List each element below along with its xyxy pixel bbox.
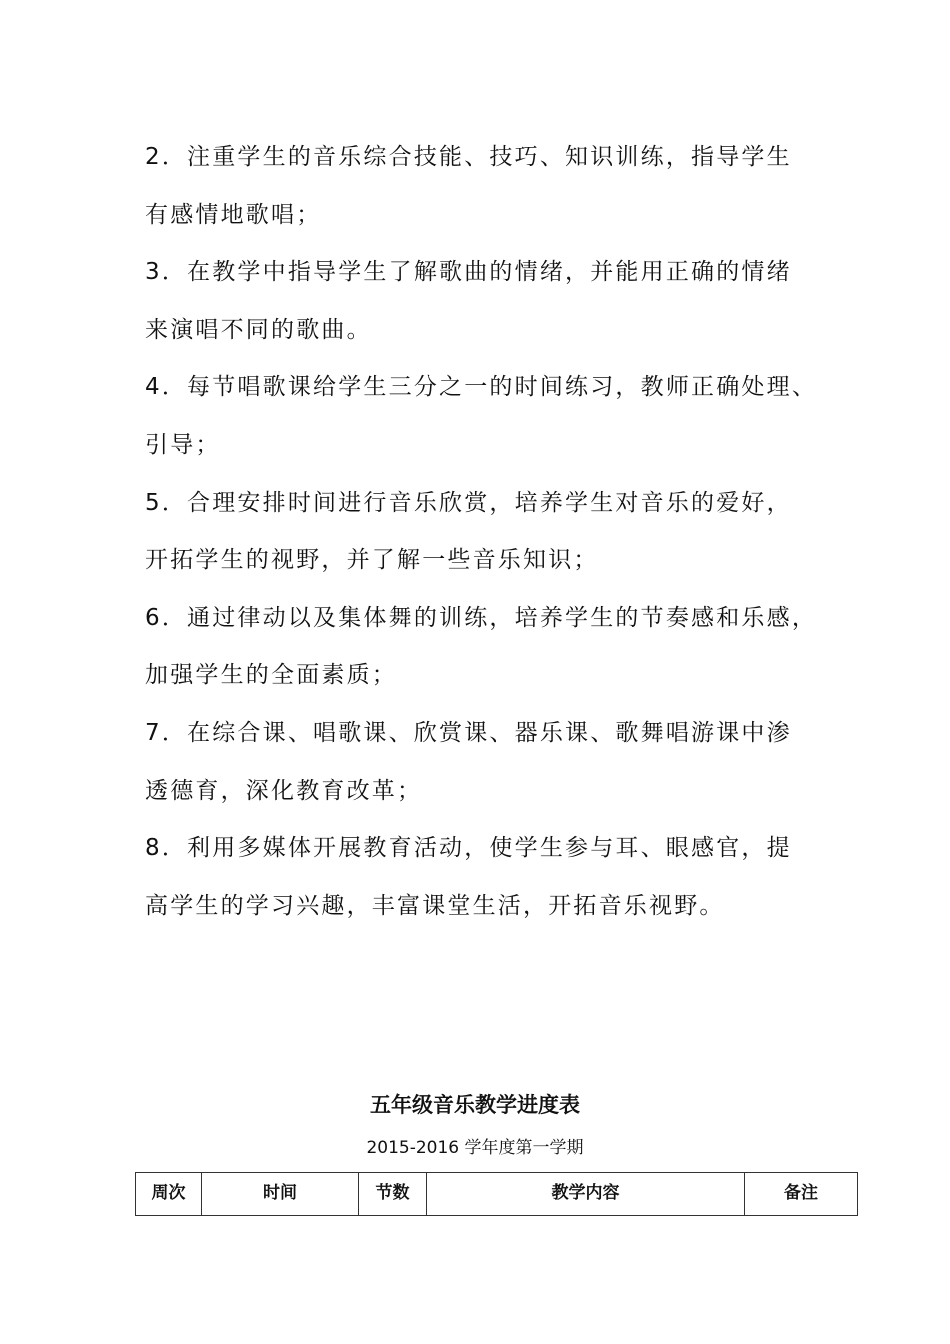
text-line: 4．每节唱歌课给学生三分之一的时间练习，教师正确处理、 xyxy=(145,374,818,401)
table-header-row xyxy=(136,1173,858,1216)
text-line: 引导； xyxy=(145,431,221,458)
text-line: 高学生的学习兴趣，丰富课堂生活，开拓音乐视野。 xyxy=(145,892,725,919)
text-line: 6．通过律动以及集体舞的训练，培养学生的节奏感和乐感， xyxy=(145,604,818,631)
body-text xyxy=(145,134,835,940)
header-periods: 节数 xyxy=(359,1173,427,1216)
text-line: 来演唱不同的歌曲。 xyxy=(145,316,372,343)
text-line: 开拓学生的视野，并了解一些音乐知识； xyxy=(145,547,599,574)
text-line: 有感情地歌唱； xyxy=(145,201,322,228)
header-content: 教学内容 xyxy=(427,1173,745,1216)
schedule-title: 五年级音乐教学进度表 xyxy=(370,1093,580,1117)
text-line: 加强学生的全面素质； xyxy=(145,662,397,689)
text-line: 7．在综合课、唱歌课、欣赏课、器乐课、歌舞唱游课中渗 xyxy=(145,719,792,746)
text-line: 8．利用多媒体开展教育活动，使学生参与耳、眼感官，提 xyxy=(145,835,792,862)
header-week: 周次 xyxy=(136,1173,202,1216)
header-time: 时间 xyxy=(202,1173,359,1216)
text-line: 2．注重学生的音乐综合技能、技巧、知识训练，指导学生 xyxy=(145,144,792,170)
schedule-table xyxy=(135,1172,858,1216)
text-line: 5．合理安排时间进行音乐欣赏，培养学生对音乐的爱好， xyxy=(145,489,792,516)
text-line: 3．在教学中指导学生了解歌曲的情绪，并能用正确的情绪 xyxy=(145,259,792,286)
schedule-subtitle: 2015-2016 学年度第一学期 xyxy=(366,1138,584,1158)
text-line: 透德育，深化教育改革； xyxy=(145,777,423,804)
header-notes: 备注 xyxy=(745,1173,858,1216)
